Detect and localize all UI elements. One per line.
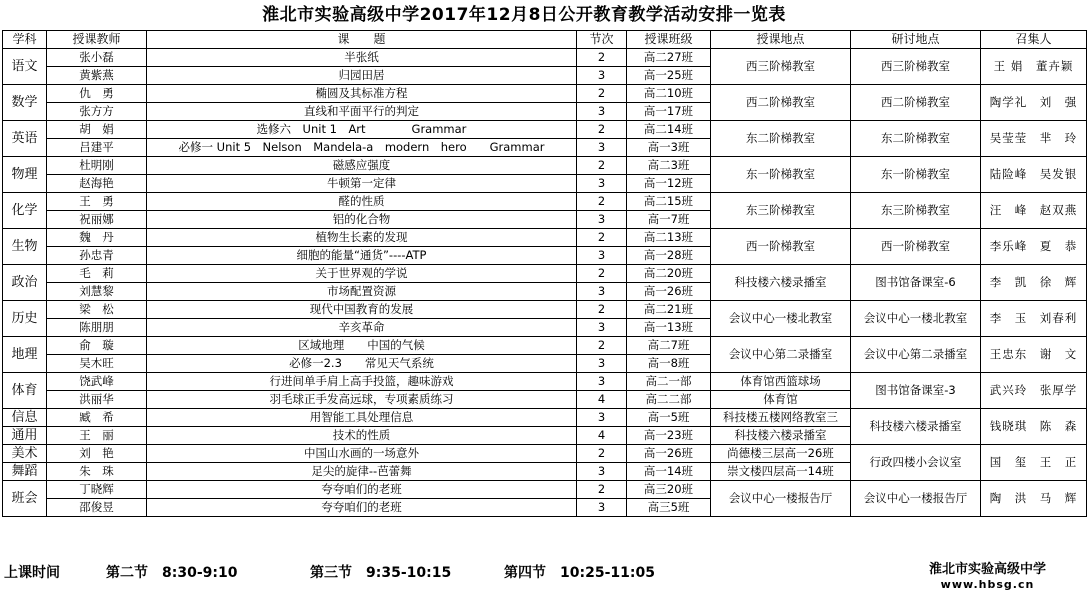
convener-cell: 武兴玲 张厚学 bbox=[981, 373, 1087, 409]
place-cell: 尚德楼三层高一26班 bbox=[711, 445, 851, 463]
topic-cell: 足尖的旋律--芭蕾舞 bbox=[147, 463, 577, 481]
subject-cell: 通用 bbox=[3, 427, 47, 445]
convener-cell: 钱晓琪 陈 森 bbox=[981, 409, 1087, 445]
place-cell: 东三阶梯教室 bbox=[711, 193, 851, 229]
period-4-time: 第四节 10:25-11:05 bbox=[504, 565, 655, 581]
place-cell: 东一阶梯教室 bbox=[711, 157, 851, 193]
topic-cell: 椭圆及其标准方程 bbox=[147, 85, 577, 103]
place-cell: 体育馆西篮球场 bbox=[711, 373, 851, 391]
topic-cell: 细胞的能量“通货”----ATP bbox=[147, 247, 577, 265]
class-cell: 高二27班 bbox=[627, 49, 711, 67]
header-place: 授课地点 bbox=[711, 31, 851, 49]
class-cell: 高二10班 bbox=[627, 85, 711, 103]
table-row bbox=[3, 85, 1087, 103]
topic-cell: 选修六 Unit 1 Art Grammar bbox=[147, 121, 577, 139]
place-cell: 西一阶梯教室 bbox=[711, 229, 851, 265]
period-cell: 2 bbox=[577, 85, 627, 103]
class-cell: 高二14班 bbox=[627, 121, 711, 139]
convener-cell: 李 玉 刘春利 bbox=[981, 301, 1087, 337]
class-cell: 高二7班 bbox=[627, 337, 711, 355]
period-cell: 3 bbox=[577, 175, 627, 193]
class-cell: 高三20班 bbox=[627, 481, 711, 499]
topic-cell: 现代中国教育的发展 bbox=[147, 301, 577, 319]
teacher-cell: 祝丽娜 bbox=[47, 211, 147, 229]
header-period: 节次 bbox=[577, 31, 627, 49]
topic-cell: 必修一 Unit 5 Nelson Mandela-a modern hero Grammar bbox=[147, 139, 577, 157]
period-cell: 3 bbox=[577, 139, 627, 157]
period-cell: 3 bbox=[577, 409, 627, 427]
table-row bbox=[3, 157, 1087, 175]
teacher-cell: 王 勇 bbox=[47, 193, 147, 211]
school-url: www.hbsg.cn bbox=[940, 578, 1035, 591]
place-cell: 科技楼六楼录播室 bbox=[711, 427, 851, 445]
discussion-cell: 图书馆备课室-6 bbox=[851, 265, 981, 301]
header-subject: 学科 bbox=[3, 31, 47, 49]
period-cell: 3 bbox=[577, 499, 627, 517]
class-cell: 高一26班 bbox=[627, 445, 711, 463]
subject-cell: 语文 bbox=[3, 49, 47, 85]
convener-cell: 王 娟 董卉颖 bbox=[981, 49, 1087, 85]
header-row bbox=[3, 31, 1087, 49]
class-cell: 高二21班 bbox=[627, 301, 711, 319]
subject-cell: 政治 bbox=[3, 265, 47, 301]
topic-cell: 夸夸咱们的老班 bbox=[147, 481, 577, 499]
teacher-cell: 黄紫燕 bbox=[47, 67, 147, 85]
school-name: 淮北市实验高级中学 bbox=[928, 562, 1046, 577]
period-cell: 3 bbox=[577, 247, 627, 265]
period-cell: 2 bbox=[577, 193, 627, 211]
teacher-cell: 饶武峰 bbox=[47, 373, 147, 391]
class-time-label: 上课时间 bbox=[4, 565, 60, 581]
place-cell: 科技楼五楼网络教室三 bbox=[711, 409, 851, 427]
teacher-cell: 洪丽华 bbox=[47, 391, 147, 409]
place-cell: 科技楼六楼录播室 bbox=[711, 265, 851, 301]
convener-cell: 陶学礼 刘 强 bbox=[981, 85, 1087, 121]
period-cell: 2 bbox=[577, 301, 627, 319]
period-cell: 2 bbox=[577, 157, 627, 175]
header-topic: 课 题 bbox=[147, 31, 577, 49]
convener-cell: 王忠东 谢 文 bbox=[981, 337, 1087, 373]
period-cell: 2 bbox=[577, 337, 627, 355]
class-cell: 高三5班 bbox=[627, 499, 711, 517]
place-cell: 西三阶梯教室 bbox=[711, 49, 851, 85]
topic-cell: 技术的性质 bbox=[147, 427, 577, 445]
teacher-cell: 吴木旺 bbox=[47, 355, 147, 373]
discussion-cell: 图书馆备课室-3 bbox=[851, 373, 981, 409]
table-row bbox=[3, 301, 1087, 319]
period-cell: 3 bbox=[577, 373, 627, 391]
topic-cell: 半张纸 bbox=[147, 49, 577, 67]
subject-cell: 地理 bbox=[3, 337, 47, 373]
discussion-cell: 东一阶梯教室 bbox=[851, 157, 981, 193]
subject-cell: 生物 bbox=[3, 229, 47, 265]
teacher-cell: 朱 珠 bbox=[47, 463, 147, 481]
discussion-cell: 西三阶梯教室 bbox=[851, 49, 981, 85]
class-cell: 高二13班 bbox=[627, 229, 711, 247]
class-cell: 高一8班 bbox=[627, 355, 711, 373]
discussion-cell: 西二阶梯教室 bbox=[851, 85, 981, 121]
topic-cell: 归园田居 bbox=[147, 67, 577, 85]
teacher-cell: 刘慧黎 bbox=[47, 283, 147, 301]
topic-cell: 磁感应强度 bbox=[147, 157, 577, 175]
class-cell: 高一12班 bbox=[627, 175, 711, 193]
teacher-cell: 邵俊昱 bbox=[47, 499, 147, 517]
class-cell: 高一5班 bbox=[627, 409, 711, 427]
convener-cell: 陆险峰 吴发银 bbox=[981, 157, 1087, 193]
period-cell: 2 bbox=[577, 265, 627, 283]
topic-cell: 市场配置资源 bbox=[147, 283, 577, 301]
topic-cell: 行进间单手肩上高手投篮，趣味游戏 bbox=[147, 373, 577, 391]
topic-cell: 用智能工具处理信息 bbox=[147, 409, 577, 427]
place-cell: 会议中心一楼北教室 bbox=[711, 301, 851, 337]
school-signature bbox=[929, 562, 1046, 592]
class-cell: 高一28班 bbox=[627, 247, 711, 265]
period-cell: 4 bbox=[577, 391, 627, 409]
class-cell: 高一17班 bbox=[627, 103, 711, 121]
table-row bbox=[3, 193, 1087, 211]
period-cell: 4 bbox=[577, 427, 627, 445]
class-cell: 高一7班 bbox=[627, 211, 711, 229]
class-cell: 高一13班 bbox=[627, 319, 711, 337]
discussion-cell: 会议中心一楼报告厅 bbox=[851, 481, 981, 517]
teacher-cell: 魏 丹 bbox=[47, 229, 147, 247]
table-row bbox=[3, 481, 1087, 499]
period-cell: 3 bbox=[577, 319, 627, 337]
period-cell: 3 bbox=[577, 103, 627, 121]
schedule-table bbox=[2, 30, 1087, 517]
class-cell: 高一3班 bbox=[627, 139, 711, 157]
topic-cell: 必修一2.3 常见天气系统 bbox=[147, 355, 577, 373]
class-cell: 高一23班 bbox=[627, 427, 711, 445]
period-cell: 3 bbox=[577, 211, 627, 229]
teacher-cell: 张方方 bbox=[47, 103, 147, 121]
teacher-cell: 王 丽 bbox=[47, 427, 147, 445]
topic-cell: 直线和平面平行的判定 bbox=[147, 103, 577, 121]
teacher-cell: 俞 璇 bbox=[47, 337, 147, 355]
topic-cell: 铝的化合物 bbox=[147, 211, 577, 229]
table-row bbox=[3, 373, 1087, 391]
discussion-cell: 会议中心第二录播室 bbox=[851, 337, 981, 373]
teacher-cell: 毛 莉 bbox=[47, 265, 147, 283]
period-cell: 2 bbox=[577, 49, 627, 67]
teacher-cell: 孙忠青 bbox=[47, 247, 147, 265]
place-cell: 西二阶梯教室 bbox=[711, 85, 851, 121]
period-cell: 2 bbox=[577, 229, 627, 247]
table-row bbox=[3, 121, 1087, 139]
class-time-footer bbox=[0, 562, 1048, 586]
topic-cell: 牛顿第一定律 bbox=[147, 175, 577, 193]
header-teacher: 授课教师 bbox=[47, 31, 147, 49]
subject-cell: 化学 bbox=[3, 193, 47, 229]
teacher-cell: 刘 艳 bbox=[47, 445, 147, 463]
place-cell: 崇文楼四层高一14班 bbox=[711, 463, 851, 481]
place-cell: 会议中心第二录播室 bbox=[711, 337, 851, 373]
class-cell: 高二二部 bbox=[627, 391, 711, 409]
topic-cell: 辛亥革命 bbox=[147, 319, 577, 337]
period-2-time: 第二节 8:30-9:10 bbox=[106, 565, 238, 581]
subject-cell: 英语 bbox=[3, 121, 47, 157]
teacher-cell: 吕建平 bbox=[47, 139, 147, 157]
teacher-cell: 胡 娟 bbox=[47, 121, 147, 139]
header-class: 授课班级 bbox=[627, 31, 711, 49]
subject-cell: 物理 bbox=[3, 157, 47, 193]
convener-cell: 陶 洪 马 辉 bbox=[981, 481, 1087, 517]
teacher-cell: 杜明刚 bbox=[47, 157, 147, 175]
table-row bbox=[3, 265, 1087, 283]
schedule-body bbox=[3, 49, 1087, 517]
period-cell: 3 bbox=[577, 355, 627, 373]
convener-cell: 国 玺 王 正 bbox=[981, 445, 1087, 481]
convener-cell: 吴莹莹 芈 玲 bbox=[981, 121, 1087, 157]
class-cell: 高二一部 bbox=[627, 373, 711, 391]
table-row bbox=[3, 445, 1087, 463]
class-cell: 高二15班 bbox=[627, 193, 711, 211]
header-discussion: 研讨地点 bbox=[851, 31, 981, 49]
table-row bbox=[3, 337, 1087, 355]
teacher-cell: 赵海艳 bbox=[47, 175, 147, 193]
discussion-cell: 会议中心一楼北教室 bbox=[851, 301, 981, 337]
period-3-time: 第三节 9:35-10:15 bbox=[310, 565, 452, 581]
teacher-cell: 张小磊 bbox=[47, 49, 147, 67]
class-cell: 高二3班 bbox=[627, 157, 711, 175]
topic-cell: 醛的性质 bbox=[147, 193, 577, 211]
period-cell: 3 bbox=[577, 283, 627, 301]
teacher-cell: 梁 松 bbox=[47, 301, 147, 319]
teacher-cell: 臧 希 bbox=[47, 409, 147, 427]
convener-cell: 汪 峰 赵双燕 bbox=[981, 193, 1087, 229]
table-row bbox=[3, 49, 1087, 67]
subject-cell: 班会 bbox=[3, 481, 47, 517]
teacher-cell: 丁晓辉 bbox=[47, 481, 147, 499]
page-title: 淮北市实验高级中学2017年12月8日公开教育教学活动安排一览表 bbox=[262, 5, 786, 25]
convener-cell: 李 凯 徐 辉 bbox=[981, 265, 1087, 301]
teacher-cell: 陈朋朋 bbox=[47, 319, 147, 337]
topic-cell: 夸夸咱们的老班 bbox=[147, 499, 577, 517]
discussion-cell: 西一阶梯教室 bbox=[851, 229, 981, 265]
subject-cell: 信息 bbox=[3, 409, 47, 427]
subject-cell: 舞蹈 bbox=[3, 463, 47, 481]
discussion-cell: 东二阶梯教室 bbox=[851, 121, 981, 157]
subject-cell: 体育 bbox=[3, 373, 47, 409]
class-cell: 高二20班 bbox=[627, 265, 711, 283]
place-cell: 东二阶梯教室 bbox=[711, 121, 851, 157]
header-convener: 召集人 bbox=[981, 31, 1087, 49]
period-cell: 3 bbox=[577, 67, 627, 85]
topic-cell: 区域地理 中国的气候 bbox=[147, 337, 577, 355]
subject-cell: 美术 bbox=[3, 445, 47, 463]
topic-cell: 关于世界观的学说 bbox=[147, 265, 577, 283]
class-cell: 高一25班 bbox=[627, 67, 711, 85]
discussion-cell: 东三阶梯教室 bbox=[851, 193, 981, 229]
period-cell: 3 bbox=[577, 463, 627, 481]
table-row bbox=[3, 229, 1087, 247]
subject-cell: 数学 bbox=[3, 85, 47, 121]
period-cell: 2 bbox=[577, 481, 627, 499]
period-cell: 2 bbox=[577, 445, 627, 463]
period-cell: 2 bbox=[577, 121, 627, 139]
subject-cell: 历史 bbox=[3, 301, 47, 337]
place-cell: 体育馆 bbox=[711, 391, 851, 409]
topic-cell: 羽毛球正手发高远球，专项素质练习 bbox=[147, 391, 577, 409]
topic-cell: 植物生长素的发现 bbox=[147, 229, 577, 247]
class-cell: 高一26班 bbox=[627, 283, 711, 301]
table-row bbox=[3, 409, 1087, 427]
topic-cell: 中国山水画的一场意外 bbox=[147, 445, 577, 463]
convener-cell: 李乐峰 夏 恭 bbox=[981, 229, 1087, 265]
discussion-cell: 行政四楼小会议室 bbox=[851, 445, 981, 481]
discussion-cell: 科技楼六楼录播室 bbox=[851, 409, 981, 445]
class-cell: 高一14班 bbox=[627, 463, 711, 481]
teacher-cell: 仇 勇 bbox=[47, 85, 147, 103]
place-cell: 会议中心一楼报告厅 bbox=[711, 481, 851, 517]
